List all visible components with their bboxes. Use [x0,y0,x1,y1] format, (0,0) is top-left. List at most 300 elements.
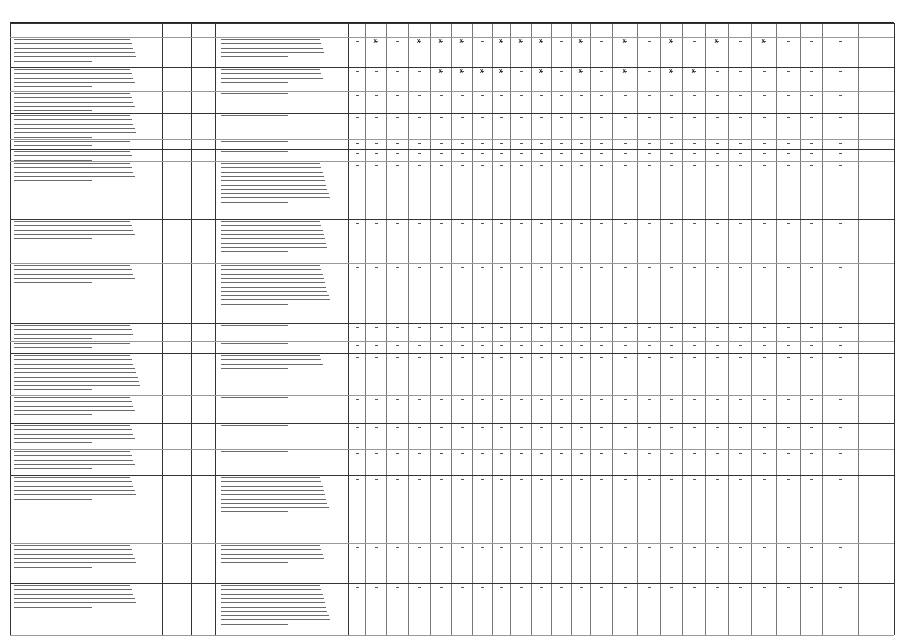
row-divider [10,395,894,396]
cell-mark [580,153,583,154]
cell-mark [461,357,464,358]
cross-mark: X [539,39,543,45]
cell-mark [648,165,651,166]
cell-mark [500,165,503,166]
cell-mark [763,267,766,268]
cell-mark [418,327,421,328]
cell-mark [624,453,627,454]
cell-mark [670,267,673,268]
cell-mark [716,71,719,72]
cross-mark: X [669,39,673,45]
cell-mark [787,547,790,548]
cell-mark [356,95,359,96]
cell-mark [461,95,464,96]
cell-mark [500,427,503,428]
cell-mark [540,327,543,328]
row-divider [10,635,894,636]
cell-mark [739,143,742,144]
cell-mark [763,479,766,480]
cell-mark [481,165,484,166]
cell-mark [600,327,603,328]
cell-mark [520,547,523,548]
cell-mark [787,327,790,328]
row-divider [10,67,894,68]
cell-mark [839,587,842,588]
cell-mark [560,165,563,166]
cell-mark [500,345,503,346]
cell-mark [787,71,790,72]
cell-mark [461,165,464,166]
cell-mark [500,267,503,268]
cell-mark [716,117,719,118]
cell-mark [763,223,766,224]
cell-mark [440,95,443,96]
cell-mark [540,587,543,588]
row-divider [10,113,894,114]
cell-mark [693,117,696,118]
cell-mark [560,453,563,454]
cell-mark [716,453,719,454]
cell-mark [810,357,813,358]
cell-mark [500,453,503,454]
cell-mark [739,427,742,428]
cell-mark [540,143,543,144]
cross-mark: X [438,69,442,75]
cell-mark [540,547,543,548]
cell-mark [839,399,842,400]
cell-mark [418,357,421,358]
column-divider [894,23,895,635]
cell-mark [693,587,696,588]
cell-mark [739,153,742,154]
cell-mark [787,427,790,428]
cell-mark [396,479,399,480]
cell-mark [440,399,443,400]
cell-mark [418,267,421,268]
cell-mark [500,587,503,588]
cell-mark [375,327,378,328]
row-divider [10,353,894,354]
cell-mark [763,453,766,454]
cell-mark [670,345,673,346]
cell-mark [670,479,673,480]
cell-mark [418,345,421,346]
cell-mark [418,117,421,118]
cell-mark [375,117,378,118]
cell-mark [787,95,790,96]
cell-mark [560,223,563,224]
cell-mark [600,587,603,588]
cell-mark [624,223,627,224]
cell-mark [739,587,742,588]
row-divider [10,475,894,476]
cell-mark [540,223,543,224]
cross-mark: X [578,39,582,45]
cell-mark [763,345,766,346]
cell-mark [375,223,378,224]
cell-mark [481,117,484,118]
cell-mark [624,399,627,400]
cell-mark [440,547,443,548]
cell-mark [600,223,603,224]
cell-mark [624,327,627,328]
cell-mark [461,345,464,346]
cell-mark [624,479,627,480]
cell-mark [624,587,627,588]
cell-mark [356,327,359,328]
cell-mark [716,357,719,358]
cell-mark [500,95,503,96]
cell-mark [839,71,842,72]
cell-mark [580,143,583,144]
cell-mark [461,427,464,428]
cell-mark [739,399,742,400]
cell-mark [356,427,359,428]
cell-mark [648,587,651,588]
cell-mark [648,357,651,358]
cell-mark [375,153,378,154]
cell-mark [763,153,766,154]
cross-mark: X [691,69,695,75]
cross-mark: X [499,69,503,75]
cell-mark [396,71,399,72]
cell-mark [356,267,359,268]
cell-mark [540,345,543,346]
cell-mark [763,117,766,118]
cell-mark [839,117,842,118]
cell-mark [648,117,651,118]
cell-mark [810,267,813,268]
cell-mark [418,165,421,166]
cell-mark [560,547,563,548]
cell-mark [481,479,484,480]
cell-mark [670,223,673,224]
cell-mark [600,427,603,428]
cell-mark [839,357,842,358]
cell-mark [839,547,842,548]
cell-mark [739,223,742,224]
cell-mark [810,547,813,548]
cell-mark [787,143,790,144]
cell-mark [716,345,719,346]
cell-mark [580,547,583,548]
cell-mark [624,357,627,358]
row-divider [10,423,894,424]
cell-mark [693,327,696,328]
cell-mark [580,223,583,224]
cross-mark: X [499,39,503,45]
cell-mark [481,267,484,268]
row-divider [10,323,894,324]
cell-mark [670,153,673,154]
cell-mark [375,547,378,548]
cell-mark [520,587,523,588]
cell-mark [600,357,603,358]
cell-mark [560,399,563,400]
cell-mark [693,345,696,346]
cross-mark: X [459,39,463,45]
cell-mark [580,345,583,346]
cross-mark: X [459,69,463,75]
cell-mark [839,143,842,144]
cell-mark [440,223,443,224]
cell-mark [481,399,484,400]
cell-mark [520,327,523,328]
cell-mark [716,587,719,588]
cross-mark: X [669,69,673,75]
cell-mark [716,153,719,154]
cell-mark [716,399,719,400]
row-divider [10,139,894,140]
cell-mark [600,165,603,166]
cell-mark [600,153,603,154]
cell-mark [418,399,421,400]
cell-mark [520,345,523,346]
cell-mark [560,357,563,358]
cell-mark [787,267,790,268]
cross-mark: X [761,39,765,45]
cell-mark [375,427,378,428]
cell-mark [600,41,603,42]
cell-mark [716,143,719,144]
cell-mark [716,427,719,428]
cell-mark [787,117,790,118]
cell-mark [763,587,766,588]
cell-mark [810,427,813,428]
cell-mark [839,95,842,96]
cell-mark [540,153,543,154]
cell-mark [693,223,696,224]
cell-mark [580,117,583,118]
cell-mark [648,399,651,400]
cell-mark [540,357,543,358]
cell-mark [560,327,563,328]
cell-mark [461,153,464,154]
cell-mark [540,95,543,96]
cell-mark [693,453,696,454]
cross-mark: X [714,39,718,45]
cell-mark [500,153,503,154]
row-divider [10,37,894,38]
cell-mark [375,587,378,588]
cell-mark [375,479,378,480]
cell-mark [481,95,484,96]
cell-mark [839,479,842,480]
cell-mark [580,95,583,96]
cell-mark [481,345,484,346]
cell-mark [600,453,603,454]
cell-mark [648,143,651,144]
document-table [10,22,894,636]
cell-mark [787,345,790,346]
cell-mark [624,117,627,118]
cell-mark [396,357,399,358]
cell-mark [356,41,359,42]
cell-mark [624,153,627,154]
cell-mark [440,479,443,480]
cell-mark [481,143,484,144]
cell-mark [396,587,399,588]
cell-mark [600,143,603,144]
cell-mark [693,153,696,154]
cell-mark [520,143,523,144]
cell-mark [356,143,359,144]
cell-mark [580,587,583,588]
cell-mark [500,357,503,358]
cell-mark [693,143,696,144]
cross-mark: X [373,39,377,45]
cell-mark [560,143,563,144]
cell-mark [481,453,484,454]
cell-mark [693,547,696,548]
row-divider [10,583,894,584]
cell-mark [739,41,742,42]
cell-mark [356,71,359,72]
cell-mark [356,587,359,588]
cell-mark [396,153,399,154]
cell-mark [520,95,523,96]
cell-mark [716,327,719,328]
row-divider [10,219,894,220]
cell-mark [839,267,842,268]
cell-mark [375,345,378,346]
cell-mark [540,427,543,428]
cell-mark [787,453,790,454]
cell-mark [839,153,842,154]
cell-mark [440,153,443,154]
cell-mark [396,95,399,96]
cell-mark [418,71,421,72]
cell-mark [520,223,523,224]
cell-mark [440,117,443,118]
cell-mark [716,267,719,268]
cell-mark [693,95,696,96]
cell-mark [648,427,651,428]
cell-mark [670,165,673,166]
cell-mark [787,587,790,588]
cell-mark [461,223,464,224]
cell-mark [600,71,603,72]
cell-mark [540,399,543,400]
row-divider [10,161,894,162]
cell-mark [810,165,813,166]
cell-mark [716,95,719,96]
cell-mark [648,71,651,72]
cell-mark [396,41,399,42]
cell-mark [560,71,563,72]
cell-mark [739,345,742,346]
cell-mark [440,165,443,166]
cell-mark [810,95,813,96]
cell-mark [356,357,359,358]
cell-mark [810,117,813,118]
cell-mark [520,399,523,400]
cell-mark [648,547,651,548]
cell-mark [693,41,696,42]
cell-mark [624,165,627,166]
cell-mark [600,117,603,118]
cell-mark [396,399,399,400]
cross-mark: X [622,39,626,45]
cell-mark [839,453,842,454]
cell-mark [481,547,484,548]
cell-mark [693,267,696,268]
cell-mark [396,327,399,328]
cell-mark [356,547,359,548]
cell-mark [520,117,523,118]
cell-mark [693,479,696,480]
cell-mark [520,267,523,268]
cell-mark [540,165,543,166]
cell-mark [356,453,359,454]
cell-mark [839,165,842,166]
cell-mark [396,117,399,118]
cell-mark [670,399,673,400]
cell-mark [540,453,543,454]
cell-mark [739,117,742,118]
cross-mark: X [417,39,421,45]
cell-mark [375,165,378,166]
cell-mark [600,345,603,346]
cell-mark [763,399,766,400]
cell-mark [540,479,543,480]
cell-mark [580,427,583,428]
cell-mark [787,165,790,166]
cell-mark [520,427,523,428]
cell-mark [739,547,742,548]
cell-mark [461,587,464,588]
cell-mark [670,117,673,118]
cell-mark [763,427,766,428]
cell-mark [461,547,464,548]
cell-mark [739,267,742,268]
cell-mark [396,547,399,548]
cell-mark [810,327,813,328]
cell-mark [481,427,484,428]
cell-mark [624,547,627,548]
cell-mark [624,95,627,96]
cell-mark [580,165,583,166]
cell-mark [481,223,484,224]
cell-mark [716,165,719,166]
cell-mark [500,117,503,118]
cell-mark [787,153,790,154]
cell-mark [739,71,742,72]
cell-mark [560,117,563,118]
cell-mark [500,547,503,548]
cell-mark [461,453,464,454]
cell-mark [481,153,484,154]
cell-mark [440,587,443,588]
cell-mark [520,71,523,72]
cell-mark [810,71,813,72]
cell-mark [500,223,503,224]
cell-mark [440,143,443,144]
cell-mark [520,453,523,454]
cell-mark [810,41,813,42]
cell-mark [839,345,842,346]
cell-mark [810,453,813,454]
cell-mark [418,143,421,144]
cell-mark [763,95,766,96]
cell-mark [763,357,766,358]
cell-mark [520,357,523,358]
cell-mark [560,95,563,96]
cell-mark [787,357,790,358]
cell-mark [375,71,378,72]
cell-mark [440,427,443,428]
cell-mark [440,357,443,358]
